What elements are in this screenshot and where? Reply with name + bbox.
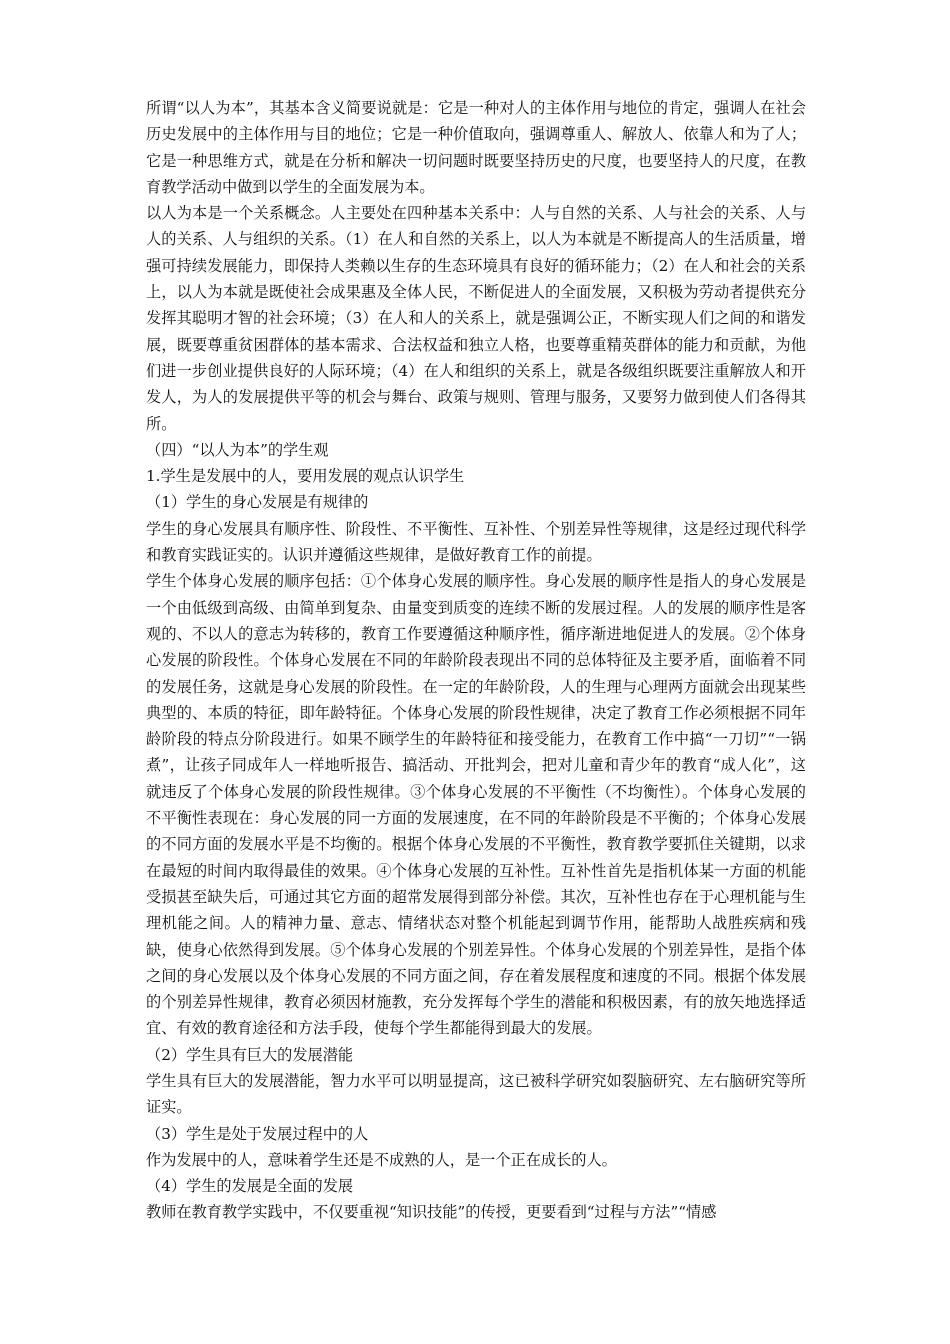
paragraph-all-round: 教师在教育教学实践中，不仅要重视“知识技能”的传授，更要看到“过程与方法”“情感 — [146, 1203, 717, 1222]
paragraph-potential: 学生具有巨大的发展潜能，智力水平可以明显提高，这已被科学研究如裂脑研究、左右脑研究等所证实。 — [146, 1071, 806, 1117]
subheading-in-process: （3）学生是处于发展过程中的人 — [146, 1124, 369, 1143]
subheading-all-round: （4）学生的发展是全面的发展 — [146, 1177, 354, 1196]
subheading-developing-person: 1.学生是发展中的人，要用发展的观点认识学生 — [146, 467, 465, 486]
paragraph-relations: 以人为本是一个关系概念。人主要处在四种基本关系中：人与自然的关系、人与社会的关系、人与人的关系、人与组织的关系。（1）在人和自然的关系上，以人为本就是不断提高人的生活质量，增强可持续发展能力，即保持人类赖以生存的生态环境具有良好的循环能力；（2）在人和社会的关系上，以人为本就是既使社会成果惠及全体人民，不断促进人的全面发展，又积极为劳动者提供充分发挥其聪明才智的社会环境；（3）在人和人的关系上，就是强调公正，不断实现人们之间的和谐发展，既要尊重贫困群体的基本需求、合法权益和独立人格，也要尊重精英群体的能力和贡献，为他们进一步创业提供良好的人际环境；（4）在人和组织的关系上，就是各级组织既要注重解放人和开发人，为人的发展提供平等的机会与舞台、政策与规则、管理与服务，又要努力做到使人们各得其所。 — [146, 204, 806, 433]
paragraph-development-order: 学生个体身心发展的顺序包括：①个体身心发展的顺序性。身心发展的顺序性是指人的身心发展是一个由低级到高级、由简单到复杂、由量变到质变的连续不断的发展过程。人的发展的顺序性是客观的、不以人的意志为转移的，教育工作要遵循这种顺序性，循序渐进地促进人的发展。②个体身心发展的阶段性。个体身心发展在不同的年龄阶段表现出不同的总体特征及主要矛盾，面临着不同的发展任务，这就是身心发展的阶段性。在一定的年龄阶段，人的生理与心理两方面就会出现某些典型的、本质的特征，即年龄特征。个体身心发展的阶段性规律，决定了教育工作必须根据不同年龄阶段的特点分阶段进行。如果不顾学生的年龄特征和接受能力，在教育工作中搞“一刀切”“一锅煮”，让孩子同成年人一样地听报告、搞活动、开批判会，把对儿童和青少年的教育“成人化”，这就违反了个体身心发展的阶段性规律。③个体身心发展的不平衡性（不均衡性）。个体身心发展的不平衡性表现在：身心发展的同一方面的发展速度，在不同的年龄阶段是不平衡的；个体身心发展的不同方面的发展水平是不均衡的。根据个体身心发展的不平衡性，教育教学要抓住关键期，以求在最短的时间内取得最佳的效果。④个体身心发展的互补性。互补性首先是指机体某一方面的机能受损甚至缺失后，可通过其它方面的超常发展得到部分补偿。其次，互补性也存在于心理机能与生理机能之间。人的精神力量、意志、情绪状态对整个机能起到调节作用，能帮助人战胜疾病和残缺，使身心依然得到发展。⑤个体身心发展的个别差异性。个体身心发展的个别差异性，是指个体之间的身心发展以及个体身心发展的不同方面之间，存在着发展程度和速度的不同。根据个体发展的个别差异性规律，教育必须因材施教，充分发挥每个学生的潜能和积极因素，有的放矢地选择适宜、有效的教育途径和方法手段，使每个学生都能得到最大的发展。 — [146, 572, 806, 1038]
subheading-potential: （2）学生具有巨大的发展潜能 — [146, 1045, 354, 1064]
section-heading-student-view: （四）“以人为本”的学生观 — [146, 440, 329, 459]
document-page — [146, 95, 806, 1226]
paragraph-in-process: 作为发展中的人，意味着学生还是不成熟的人，是一个正在成长的人。 — [146, 1150, 617, 1169]
subheading-regular-development: （1）学生的身心发展是有规律的 — [146, 493, 369, 512]
paragraph-definition: 所谓“以人为本”，其基本含义简要说就是：它是一种对人的主体作用与地位的肯定，强调人在社会历史发展中的主体作用与目的地位；它是一种价值取向，强调尊重人、解放人、依靠人和为了人；它是一种思维方式，就是在分析和解决一切问题时既要坚持历史的尺度，也要坚持人的尺度，在教育教学活动中做到以学生的全面发展为本。 — [146, 99, 806, 196]
paragraph-development-laws: 学生的身心发展具有顺序性、阶段性、不平衡性、互补性、个别差异性等规律，这是经过现代科学和教育实践证实的。认识并遵循这些规律，是做好教育工作的前提。 — [146, 519, 806, 565]
